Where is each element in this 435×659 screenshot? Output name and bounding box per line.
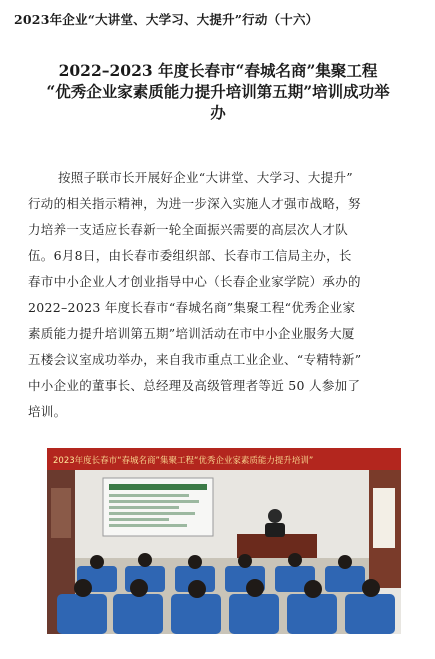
photo-banner-text: 2023年度长春市“春城名商”集聚工程“优秀企业家素质能力提升培训” [53,456,314,466]
body-line: 素质能力提升培训第五期”培训活动在市中小企业服务大厦 [28,326,355,341]
body-line: 五楼会议室成功举办，来自我市重点工业企业、“专精特新” [28,352,362,367]
body-line: 中小企业的董事长、总经理及高级管理者等近 50 人参加了 [28,378,361,393]
body-line: 伍。6月8日，由长春市委组织部、长春市工信局主办，长 [28,248,352,263]
article-title [18,60,418,123]
body-line: 力培养一支适应长春新一轮全面振兴需要的高层次人才队 [28,222,349,237]
title-line-2: “优秀企业家素质能力提升培训第五期”培训成功举 [46,82,390,101]
training-photo [47,448,401,634]
body-line: 2022–2023 年度长春市“春城名商”集聚工程“优秀企业家 [28,300,356,315]
body-line: 春市中小企业人才创业指导中心（长春企业家学院）承办的 [28,274,361,289]
body-line: 培训。 [28,404,67,419]
title-line-3: 办 [210,103,226,122]
article-body [28,165,405,425]
title-line-1: 2022–2023 年度长春市“春城名商”集聚工程 [58,61,378,80]
series-heading: 2023年企业“大讲堂、大学习、大提升”行动（十六） [14,12,319,27]
body-line: 按照子联市长开展好企业“大讲堂、大学习、大提升” [58,170,353,185]
body-line: 行动的相关指示精神，为进一步深入实施人才强市战略，努 [28,196,361,211]
